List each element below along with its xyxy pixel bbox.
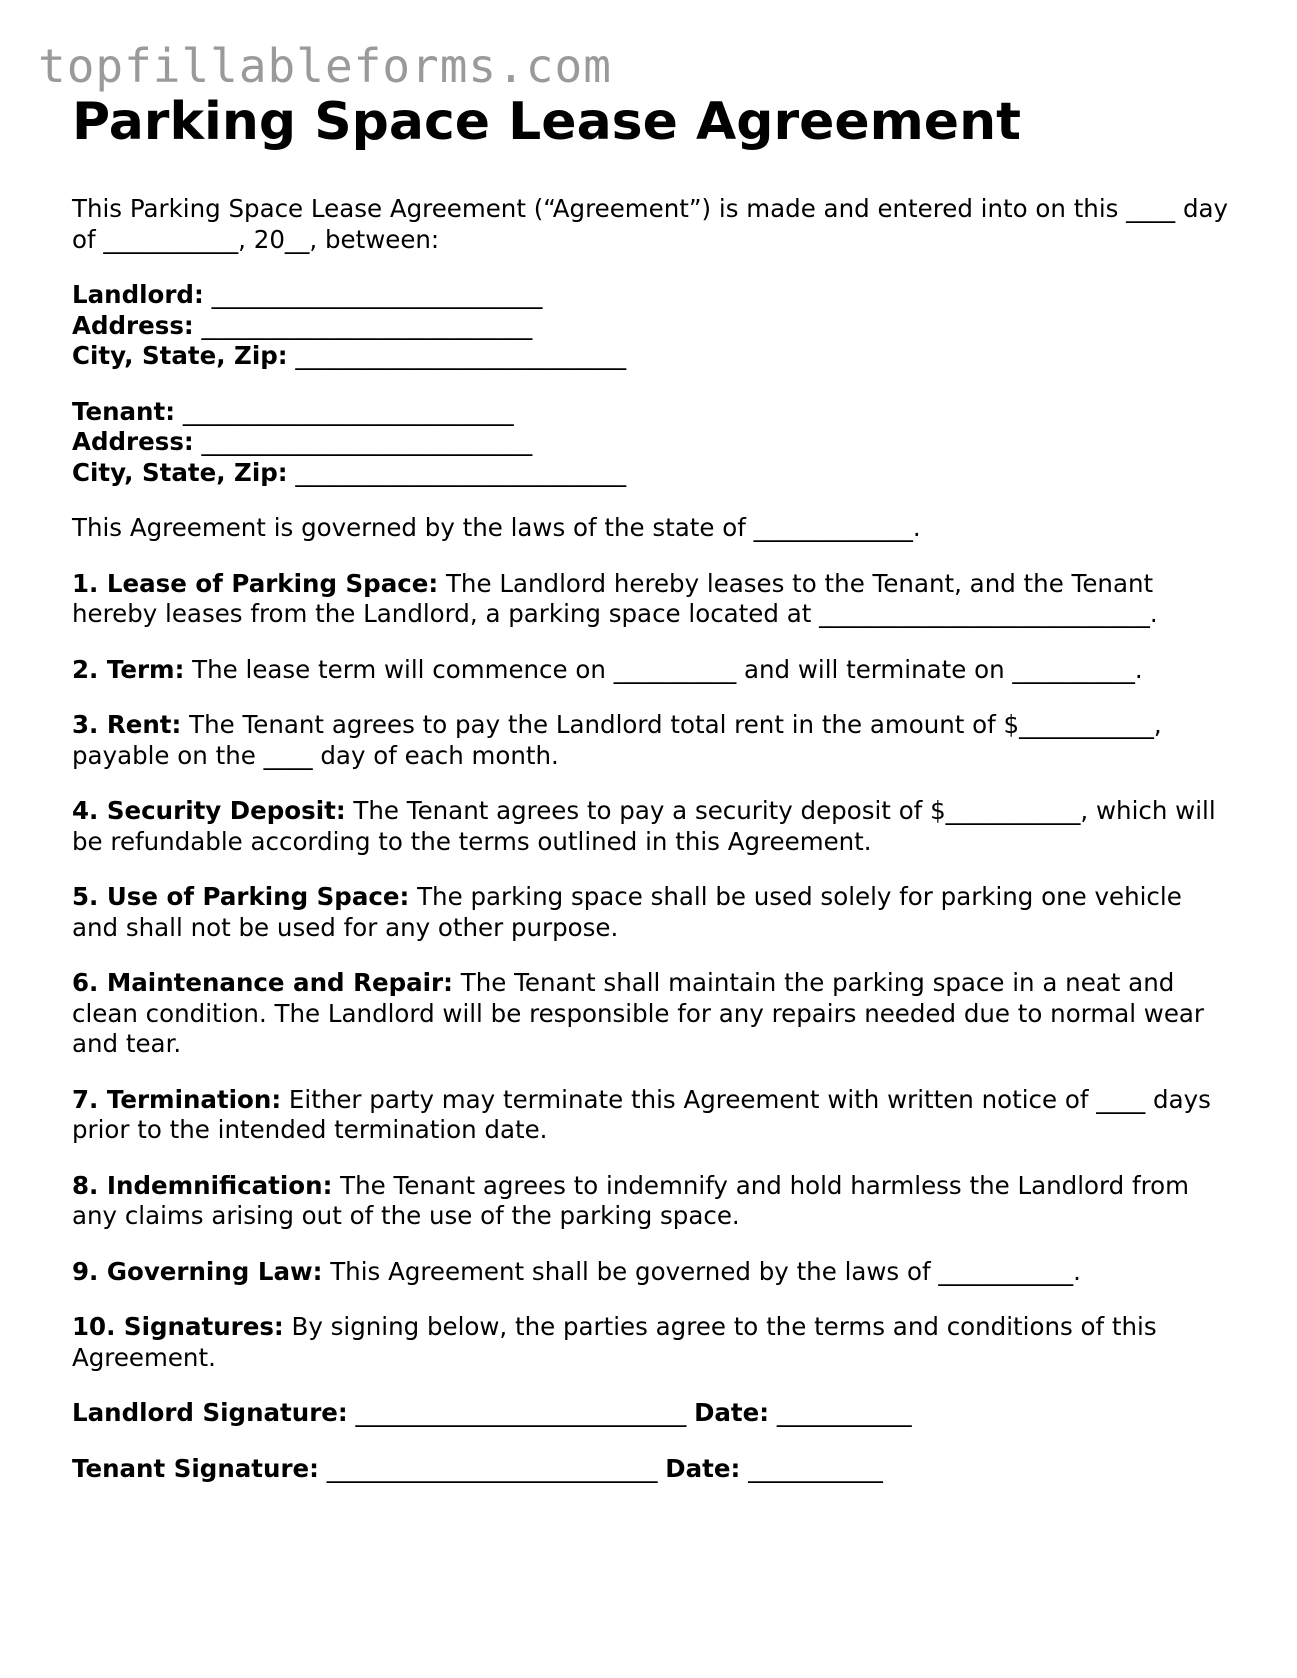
section-security-deposit [72, 796, 1232, 857]
intro-paragraph: This Parking Space Lease Agreement (“Agreement”) is made and entered into on this ____ day of ___________, 20__, between: [72, 194, 1229, 254]
document-title: Parking Space Lease Agreement [72, 92, 1021, 152]
section-heading: 5. Use of Parking Space: [72, 882, 410, 911]
tenant-city-blank[interactable]: ___________________________ [295, 457, 627, 487]
section-text: By signing below, the parties agree to the terms and conditions of this Agreement. [72, 1312, 1157, 1372]
landlord-signature-label: Landlord Signature: [72, 1398, 348, 1427]
section-text: The Landlord hereby leases to the Tenant, and the Tenant hereby leases from the Landlord, a parking space located at ___________________________. [72, 568, 1158, 628]
document [72, 88, 1232, 1484]
landlord-address-label: Address: [72, 310, 194, 340]
landlord-name-blank[interactable]: ___________________________ [211, 280, 543, 309]
section-rent [72, 710, 1232, 771]
landlord-name-label: Landlord: [72, 280, 204, 309]
section-heading: 7. Termination: [72, 1084, 282, 1114]
tenant-address-label: Address: [72, 427, 194, 456]
landlord-block [72, 280, 1232, 372]
section-heading: 8. Indemnification: [72, 1170, 333, 1200]
landlord-date-blank[interactable]: ___________ [776, 1398, 912, 1427]
tenant-name-blank[interactable]: ___________________________ [182, 396, 514, 426]
tenant-date-label: Date: [665, 1453, 741, 1483]
tenant-signature-label: Tenant Signature: [72, 1453, 319, 1483]
tenant-address-blank[interactable]: ___________________________ [201, 427, 533, 456]
section-governing-law [72, 1257, 1232, 1288]
watermark: topfillableforms.com [38, 39, 612, 93]
section-text: The Tenant agrees to pay the Landlord total rent in the amount of $___________, payable on the ____ day of each month. [72, 710, 1162, 770]
landlord-signature-blank[interactable]: ___________________________ [355, 1398, 687, 1427]
section-text: The Tenant shall maintain the parking space in a neat and clean condition. The Landlord will be responsible for any repairs needed due to normal wear and tear. [72, 968, 1205, 1058]
landlord-name-line [72, 280, 1232, 311]
section-use-of-parking-space [72, 882, 1232, 943]
section-heading: 2. Term: [72, 654, 185, 684]
section-termination [72, 1085, 1232, 1146]
section-heading: 1. Lease of Parking Space: [72, 568, 439, 598]
section-text: The lease term will commence on __________ and will terminate on __________. [192, 654, 1143, 684]
landlord-city-line [72, 341, 1232, 372]
tenant-signature-line [72, 1454, 1232, 1485]
section-text: The parking space shall be used solely for parking one vehicle and shall not be used for any other purpose. [72, 882, 1182, 942]
section-term [72, 655, 1232, 686]
governing-statement: This Agreement is governed by the laws of the state of _____________. [72, 513, 921, 542]
tenant-city-label: City, State, Zip: [72, 457, 288, 487]
section-signatures [72, 1312, 1232, 1373]
landlord-city-blank[interactable]: ___________________________ [295, 341, 627, 370]
landlord-address-line [72, 311, 1232, 342]
landlord-signature-line [72, 1398, 1232, 1429]
tenant-block [72, 397, 1232, 489]
landlord-city-label: City, State, Zip: [72, 341, 288, 370]
section-text: Either party may terminate this Agreement with written notice of ____ days prior to the intended termination date. [72, 1084, 1211, 1144]
tenant-name-line [72, 397, 1232, 428]
section-text: This Agreement shall be governed by the laws of ___________. [330, 1256, 1081, 1286]
section-heading: 3. Rent: [72, 710, 182, 739]
section-heading: 6. Maintenance and Repair: [72, 968, 453, 997]
section-heading: 10. Signatures: [72, 1312, 284, 1341]
landlord-date-label: Date: [694, 1398, 770, 1427]
section-indemnification [72, 1171, 1232, 1232]
section-text: The Tenant agrees to pay a security deposit of $___________, which will be refundable according to the terms outlined in this Agreement. [72, 796, 1216, 856]
section-maintenance-and-repair [72, 968, 1232, 1060]
tenant-city-line [72, 458, 1232, 489]
section-text: The Tenant agrees to indemnify and hold harmless the Landlord from any claims arising out of the use of the parking space. [72, 1170, 1190, 1230]
section-heading: 9. Governing Law: [72, 1256, 323, 1286]
tenant-name-label: Tenant: [72, 396, 176, 426]
tenant-address-line [72, 427, 1232, 458]
tenant-signature-blank[interactable]: ___________________________ [326, 1453, 658, 1483]
section-heading: 4. Security Deposit: [72, 796, 346, 825]
tenant-date-blank[interactable]: ___________ [748, 1453, 883, 1483]
section-lease-of-parking-space [72, 569, 1232, 630]
landlord-address-blank[interactable]: ___________________________ [201, 310, 533, 340]
